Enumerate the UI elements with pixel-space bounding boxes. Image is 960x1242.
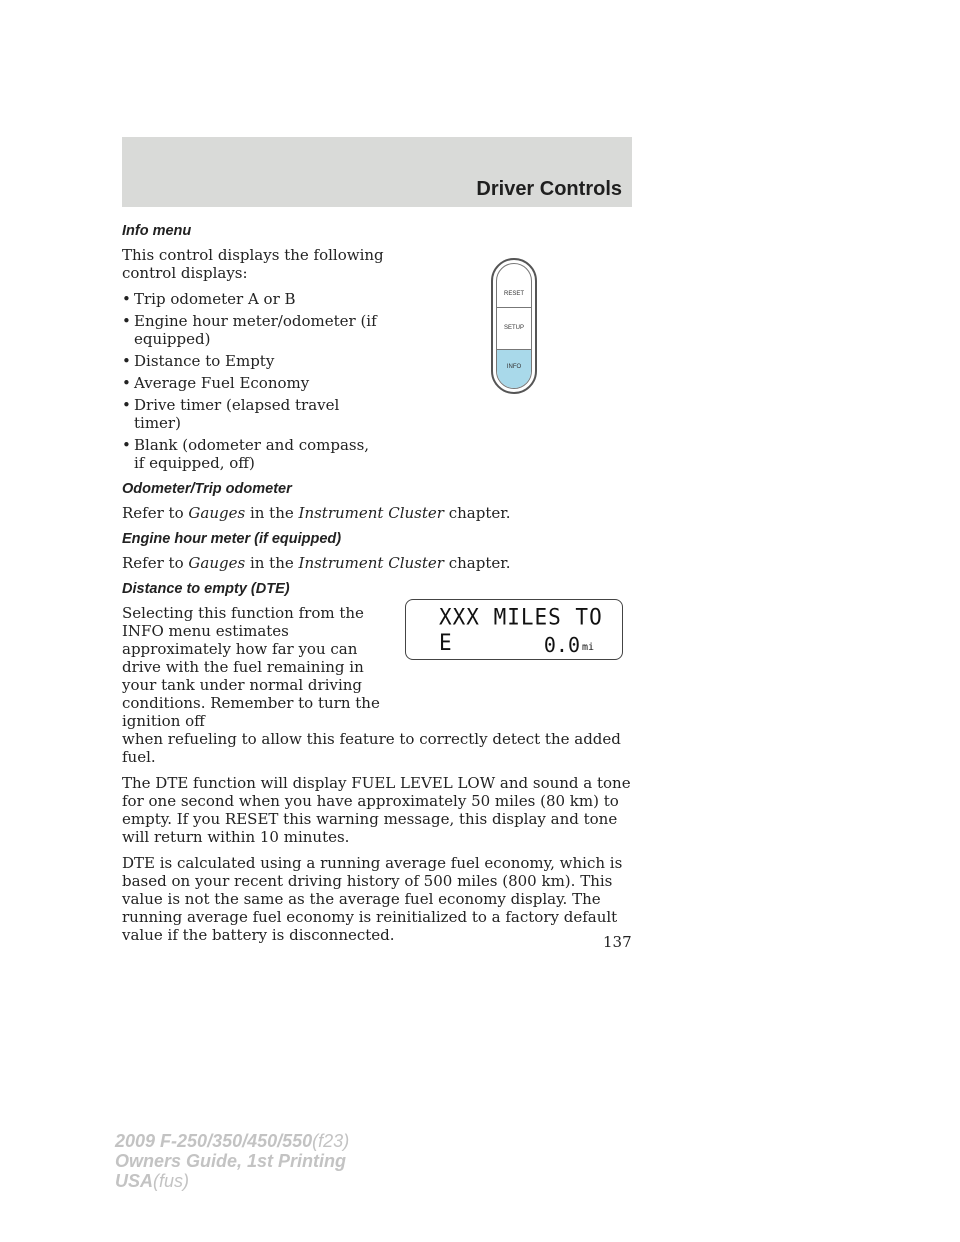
display-message: XXX MILES TO E: [439, 604, 603, 656]
display-value: 0.0: [543, 633, 580, 657]
list-item: • Average Fuel Economy: [122, 374, 384, 392]
setup-button-label: SETUP: [497, 308, 531, 350]
info-menu-intro: This control displays the following control displays:: [122, 246, 384, 282]
chapter-reference: Instrument Cluster: [298, 504, 444, 522]
list-item: • Drive timer (elapsed travel timer): [122, 396, 384, 432]
dte-display-figure: [405, 599, 623, 660]
dte-paragraph-2: The DTE function will display FUEL LEVEL LOW and sound a tone for one second when you have approximately 50 miles (80 km) to empty. If you RESET this warning message, this display and tone will return within 10 minutes.: [122, 774, 631, 846]
dte-paragraph-3: DTE is calculated using a running average fuel economy, which is based on your recent driving history of 500 miles (800 km). This value is not the same as the average fuel economy display. The running average fuel economy is reinitialized to a factory default value if the battery is disconnected.: [122, 854, 623, 944]
list-item: • Blank (odometer and compass, if equipped, off): [122, 436, 384, 472]
page-content: [122, 222, 632, 952]
dte-paragraph-1a: Selecting this function from the INFO menu estimates approximately how far you can drive with the fuel remaining in your tank under normal driving conditions. Remember to turn the ignition off: [122, 604, 380, 730]
footer: 2009 F-250/350/450/550(f23) Owners Guide, 1st Printing USA(fus): [115, 1131, 350, 1191]
engine-hour-heading: Engine hour meter (if equipped): [122, 531, 342, 547]
odometer-heading: Odometer/Trip odometer: [122, 481, 292, 497]
page-number: 137: [603, 933, 632, 951]
dte-heading: Distance to empty (DTE): [122, 581, 290, 597]
list-item: • Engine hour meter/odometer (if equipped): [122, 312, 384, 348]
list-item: • Distance to Empty: [122, 352, 384, 370]
list-item: • Trip odometer A or B: [122, 290, 384, 308]
chapter-header: [122, 137, 632, 207]
info-menu-list: [122, 290, 384, 472]
gauges-reference: Gauges: [188, 504, 246, 522]
gauges-reference: Gauges: [188, 554, 246, 572]
odometer-reference: Refer to Gauges in the Instrument Cluster chapter.: [122, 504, 511, 522]
info-button-label: INFO: [497, 350, 531, 388]
engine-hour-reference: Refer to Gauges in the Instrument Cluster chapter.: [122, 554, 511, 572]
reset-button-label: RESET: [497, 264, 531, 308]
info-menu-heading: Info menu: [122, 223, 192, 239]
display-unit: mi: [581, 642, 594, 653]
chapter-title: Driver Controls: [476, 178, 622, 200]
chapter-reference: Instrument Cluster: [298, 554, 444, 572]
dte-paragraph-1b: when refueling to allow this feature to correctly detect the added fuel.: [122, 730, 621, 766]
